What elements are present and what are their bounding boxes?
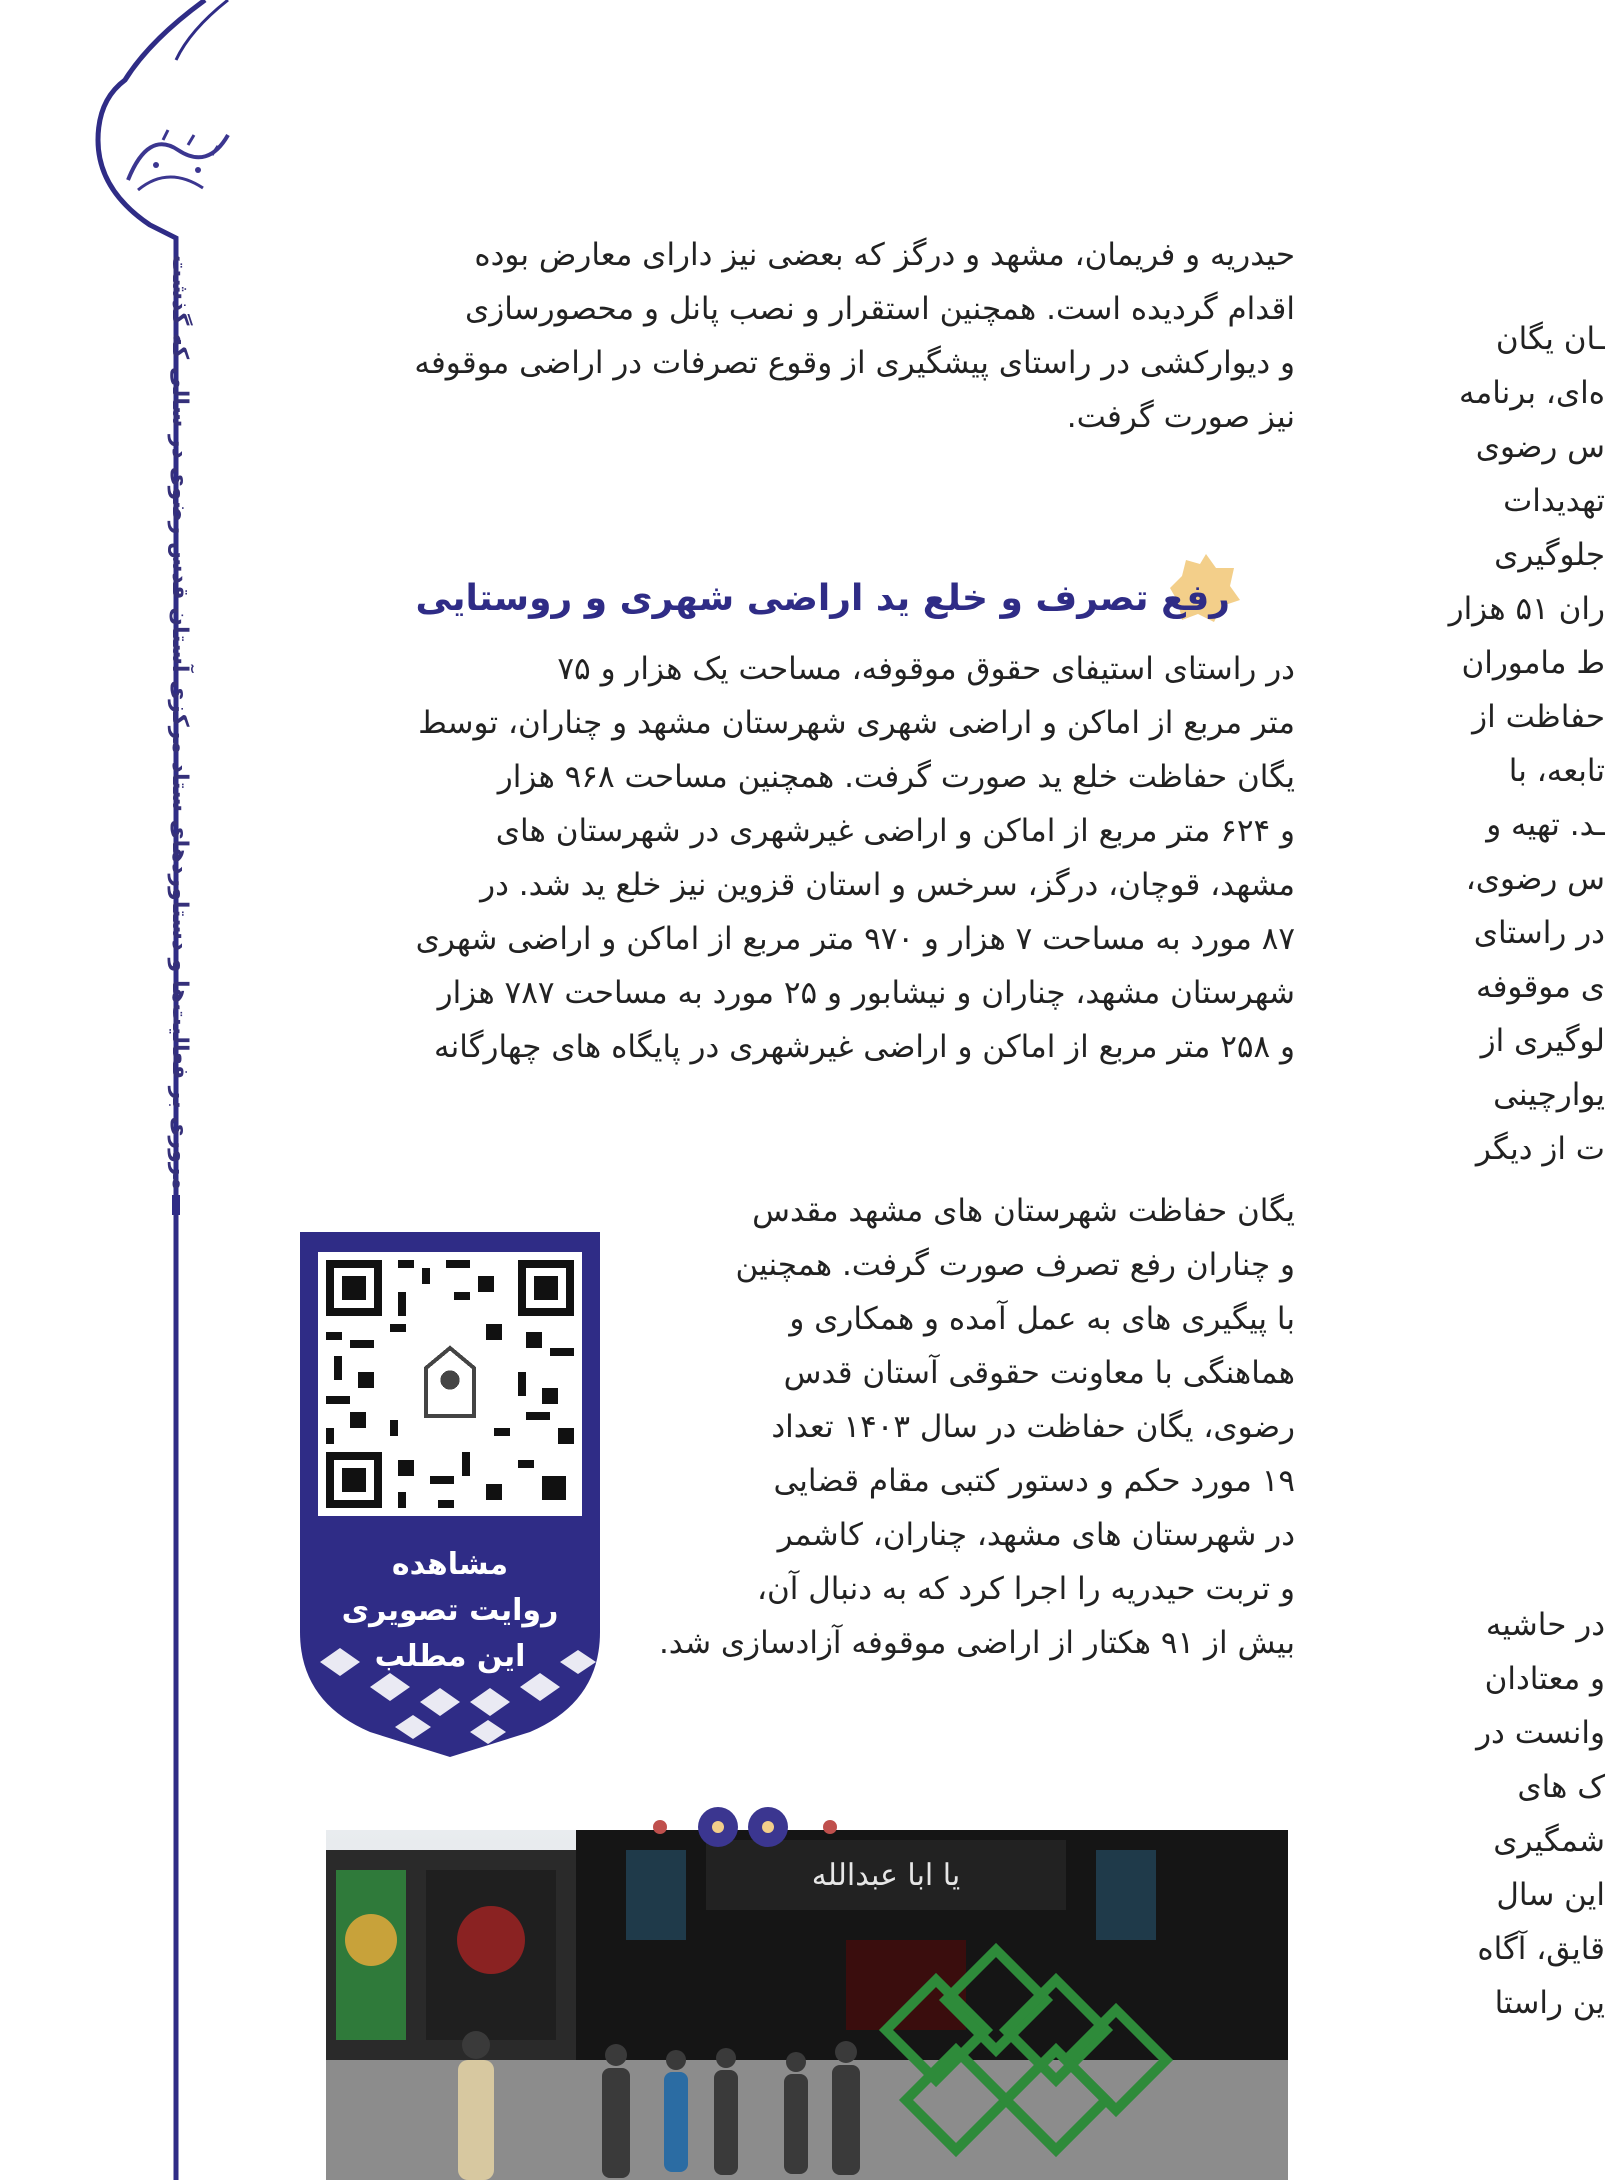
text-line: ین راستا bbox=[1494, 1985, 1605, 2021]
text-line: بیش از ۹۱ هکتار از اراضی موقوفه آزادسازی شد. bbox=[658, 1625, 1295, 1661]
text-line: نیز صورت گرفت. bbox=[1066, 399, 1295, 435]
text-line: در شهرستان های مشهد، چناران، کاشمر bbox=[777, 1517, 1295, 1553]
text-line: یگان حفاظت خلع ید صورت گرفت. همچنین مساحت ۹۶۸ هزار bbox=[497, 759, 1295, 795]
text-line: ـد. تهیه و bbox=[1486, 807, 1605, 843]
text-line: لوگیری از bbox=[1480, 1023, 1605, 1059]
text-line: وانست در bbox=[1476, 1715, 1605, 1751]
text-line: با پیگیری های به عمل آمده و همکاری و bbox=[789, 1301, 1295, 1337]
text-line: در حاشیه bbox=[1485, 1607, 1605, 1643]
text-line: هماهنگی با معاونت حقوقی آستان قدس bbox=[783, 1355, 1295, 1391]
logo-emblem bbox=[108, 110, 248, 210]
right-column-block-2 bbox=[1345, 1598, 1605, 2030]
text-line: و ۶۲۴ متر مربع از اماکن و اراضی غیرشهری در شهرستان های bbox=[495, 813, 1295, 849]
section-caption: مروری بر فعالیت‌ها و دستاوردهای ستاد مرکزی آستان قدس رضوی در سالی که گذشت bbox=[167, 254, 192, 1190]
qr-caption bbox=[300, 1542, 600, 1680]
section-heading: رفع تصرف و خلع ید اراضی شهری و روستایی bbox=[415, 578, 1230, 619]
qr-caption-line: مشاهده bbox=[391, 1547, 509, 1582]
text-line: اقدام گردیده است. همچنین استقرار و نصب پانل و محصورسازی bbox=[465, 291, 1295, 327]
text-line: ی موقوفه bbox=[1475, 969, 1605, 1005]
photo-ornament-icon bbox=[600, 1792, 900, 1862]
text-line: حفاظت از bbox=[1472, 699, 1605, 735]
text-line: جلوگیری bbox=[1494, 537, 1605, 573]
qr-card[interactable] bbox=[300, 1232, 600, 1757]
text-line: تابعه، با bbox=[1508, 753, 1605, 789]
text-line: شهرستان مشهد، چناران و نیشابور و ۲۵ مورد به مساحت ۷۸۷ هزار bbox=[437, 975, 1295, 1011]
qr-caption-line: این مطلب bbox=[374, 1639, 526, 1674]
event-photo bbox=[326, 1830, 1288, 2180]
text-line: و دیوارکشی در راستای پیشگیری از وقوع تصرفات در اراضی موقوفه bbox=[414, 345, 1295, 381]
text-line: و چناران رفع تصرف صورت گرفت. همچنین bbox=[735, 1247, 1295, 1283]
text-line: ران ۵۱ هزار bbox=[1448, 591, 1605, 627]
text-line: متر مربع از اماکن و اراضی شهری شهرستان مشهد و چناران، توسط bbox=[418, 705, 1295, 741]
text-line: شمگیری bbox=[1493, 1823, 1605, 1859]
paragraph-1 bbox=[300, 228, 1295, 444]
text-line: و معتادان bbox=[1484, 1661, 1605, 1697]
text-line: و ۲۵۸ متر مربع از اماکن و اراضی غیرشهری در پایگاه های چهارگانه bbox=[434, 1029, 1295, 1065]
text-line: در راستای استیفای حقوق موقوفه، مساحت یک هزار و ۷۵ bbox=[557, 651, 1295, 687]
text-line: و تربت حیدریه را اجرا کرد که به دنبال آن، bbox=[757, 1571, 1295, 1607]
text-line: ۸۷ مورد به مساحت ۷ هزار و ۹۷۰ متر مربع از اماکن و اراضی شهری bbox=[415, 921, 1295, 957]
qr-code-icon[interactable] bbox=[318, 1252, 582, 1516]
text-line: حیدریه و فریمان، مشهد و درگز که بعضی نیز دارای معارض بوده bbox=[474, 237, 1295, 273]
text-line: رضوی، یگان حفاظت در سال ۱۴۰۳ تعداد bbox=[771, 1409, 1295, 1445]
text-line: در راستای bbox=[1473, 915, 1605, 951]
text-line: س رضوی bbox=[1475, 429, 1605, 465]
text-line: تهدیدات bbox=[1503, 483, 1605, 519]
text-line: س رضوی، bbox=[1465, 861, 1605, 897]
text-line: ـان یگان bbox=[1495, 321, 1605, 357]
paragraph-3 bbox=[640, 1184, 1295, 1670]
text-line: یوارچینی bbox=[1493, 1077, 1605, 1113]
paragraph-2 bbox=[300, 642, 1295, 1074]
right-column-block-1 bbox=[1345, 312, 1605, 1176]
text-line: ت از دیگر bbox=[1475, 1131, 1605, 1167]
text-line: ک های bbox=[1517, 1769, 1605, 1805]
text-line: این سال bbox=[1496, 1877, 1605, 1913]
pavilion-photo-image bbox=[326, 1830, 1288, 2180]
margin-frame bbox=[0, 0, 260, 2180]
text-line: یگان حفاظت شهرستان های مشهد مقدس bbox=[752, 1193, 1295, 1229]
text-line: ه‌ای، برنامه bbox=[1458, 375, 1605, 411]
text-line: ط ماموران bbox=[1461, 645, 1605, 681]
qr-caption-line: روایت تصویری bbox=[341, 1593, 559, 1628]
text-line: مشهد، قوچان، درگز، سرخس و استان قزوین نیز خلع ید شد. در bbox=[480, 867, 1295, 903]
text-line: قایق، آگاه bbox=[1477, 1931, 1605, 1967]
banner-text: یا ابا عبدالله bbox=[811, 1858, 961, 1893]
text-line: ۱۹ مورد حکم و دستور کتبی مقام قضایی bbox=[773, 1463, 1295, 1499]
calligraphy-logo-icon bbox=[108, 110, 248, 210]
